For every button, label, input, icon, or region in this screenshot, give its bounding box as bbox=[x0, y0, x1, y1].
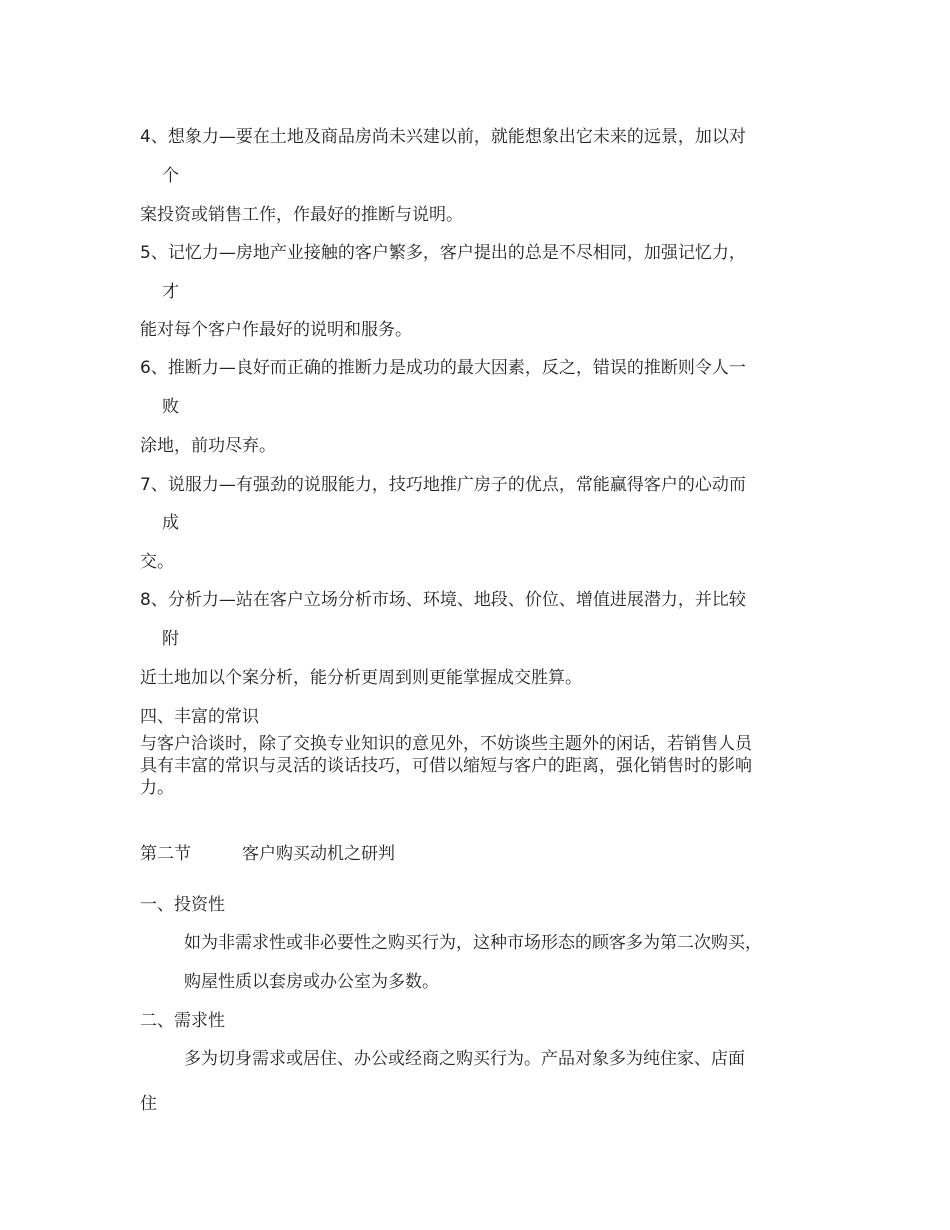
section-title: 客户购买动机之研判 bbox=[242, 844, 395, 864]
item-7-line-3: 交。 bbox=[140, 552, 174, 572]
knowledge-line-2: 具有丰富的常识与灵活的谈话技巧，可借以缩短与客户的距离，强化销售时的影响 bbox=[140, 756, 752, 776]
demand-line-1: 多为切身需求或居住、办公或经商之购买行为。产品对象多为纯住家、店面 bbox=[184, 1049, 745, 1069]
item-5-line-1: 5、记忆力—房地产业接触的客户繁多，客户提出的总是不尽相同，加强记忆力， bbox=[140, 243, 746, 263]
item-6-line-3: 涂地，前功尽弃。 bbox=[140, 436, 276, 456]
item-4-line-1: 4、想象力—要在土地及商品房尚未兴建以前，就能想象出它未来的远景，加以对 bbox=[140, 127, 746, 147]
investment-heading: 一、投资性 bbox=[140, 895, 225, 915]
item-8-line-1: 8、分析力—站在客户立场分析市场、环境、地段、价位、增值进展潜力，并比较 bbox=[140, 590, 746, 610]
item-5-line-2: 才 bbox=[162, 282, 179, 302]
item-8-line-2: 附 bbox=[162, 629, 179, 649]
section-number: 第二节 bbox=[140, 844, 191, 864]
investment-line-1: 如为非需求性或非必要性之购买行为，这种市场形态的顾客多为第二次购买， bbox=[184, 933, 762, 953]
item-6-line-1: 6、推断力—良好而正确的推断力是成功的最大因素，反之，错误的推断则令人一 bbox=[140, 358, 746, 378]
knowledge-heading: 四、丰富的常识 bbox=[140, 707, 259, 727]
demand-line-2: 住 bbox=[140, 1094, 157, 1114]
knowledge-line-3: 力。 bbox=[140, 778, 174, 798]
knowledge-line-1: 与客户洽谈时，除了交换专业知识的意见外，不妨谈些主题外的闲话，若销售人员 bbox=[140, 734, 752, 754]
item-7-line-2: 成 bbox=[162, 513, 179, 533]
item-7-line-1: 7、说服力—有强劲的说服能力，技巧地推广房子的优点，常能赢得客户的心动而 bbox=[140, 475, 746, 495]
demand-heading: 二、需求性 bbox=[140, 1011, 225, 1031]
investment-line-2: 购屋性质以套房或办公室为多数。 bbox=[184, 972, 439, 992]
item-4-line-3: 案投资或销售工作，作最好的推断与说明。 bbox=[140, 205, 463, 225]
item-5-line-3: 能对每个客户作最好的说明和服务。 bbox=[140, 320, 412, 340]
item-8-line-3: 近土地加以个案分析，能分析更周到则更能掌握成交胜算。 bbox=[140, 668, 582, 688]
section-heading bbox=[140, 843, 395, 865]
item-6-line-2: 败 bbox=[162, 397, 179, 417]
item-4-line-2: 个 bbox=[162, 166, 179, 186]
